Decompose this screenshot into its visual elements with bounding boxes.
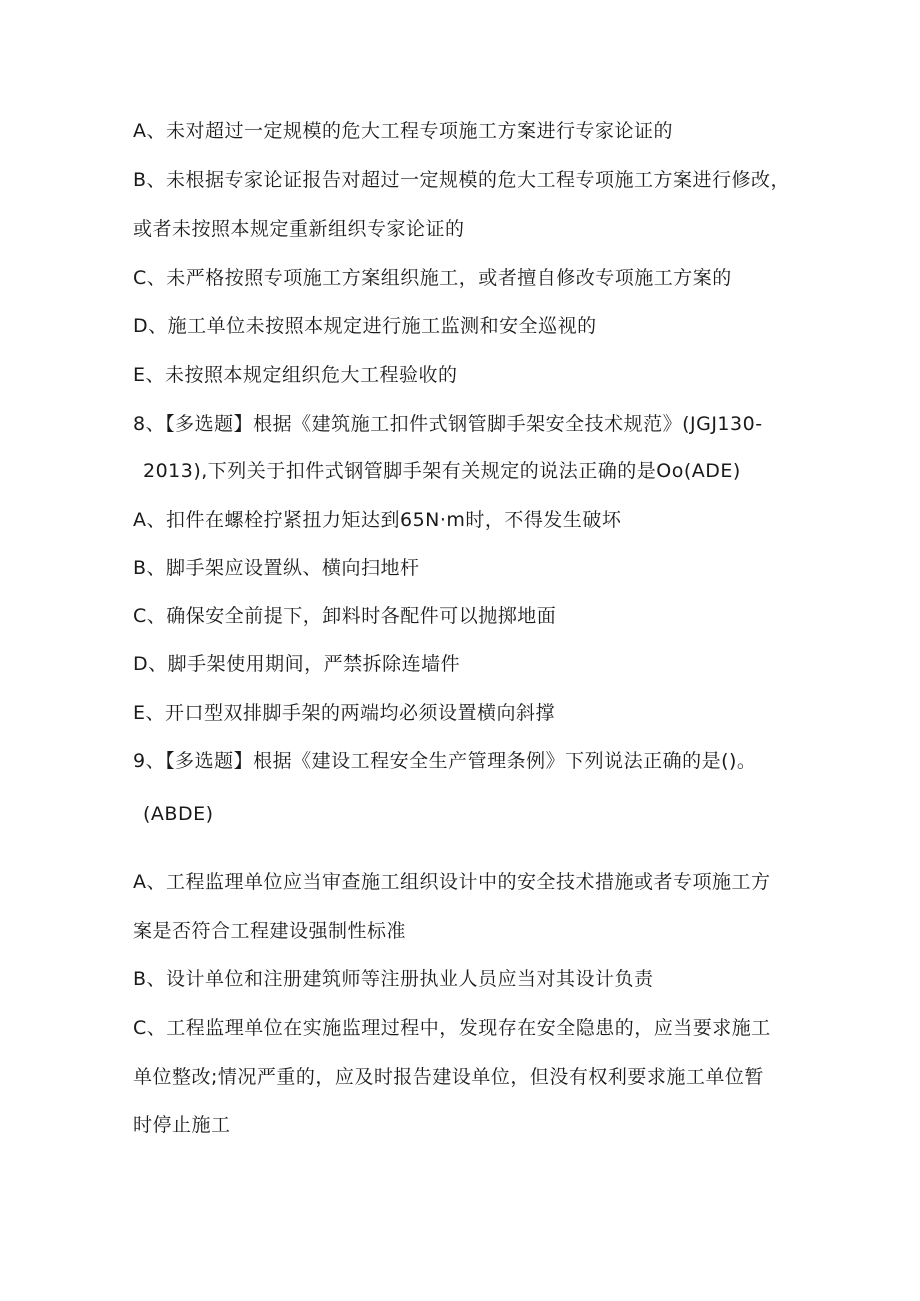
option-d-line: D、施工单位未按照本规定进行施工监测和安全巡视的 (133, 315, 597, 337)
q9-option-a-continuation: 案是否符合工程建设强制性标准 (133, 920, 407, 942)
option-b-continuation: 或者未按照本规定重新组织专家论证的 (133, 218, 465, 240)
q8-option-c: C、确保安全前提下，卸料时各配件可以抛掷地面 (133, 605, 557, 627)
question-8-continuation: 2013),下列关于扣件式钢管脚手架有关规定的说法正确的是Oo(ADE) (143, 460, 741, 482)
q9-option-b: B、设计单位和注册建筑师等注册执业人员应当对其设计负责 (133, 968, 654, 990)
question-8-line: 8、【多选题】根据《建筑施工扣件式钢管脚手架安全技术规范》(JGJ130- (133, 413, 763, 435)
q9-option-a: A、工程监理单位应当审查施工组织设计中的安全技术措施或者专项施工方 (133, 871, 771, 893)
q9-option-c-continuation-2: 时停止施工 (133, 1114, 231, 1136)
q8-option-d: D、脚手架使用期间，严禁拆除连墙件 (133, 653, 461, 675)
option-e-line: E、未按照本规定组织危大工程验收的 (133, 364, 458, 386)
option-c-line: C、未严格按照专项施工方案组织施工，或者擅自修改专项施工方案的 (133, 267, 732, 289)
option-b-line: B、未根据专家论证报告对超过一定规模的危大工程专项施工方案进行修改， (133, 169, 791, 191)
q8-option-b: B、脚手架应设置纵、横向扫地杆 (133, 557, 420, 579)
q8-option-a: A、扣件在螺栓拧紧扭力矩达到65N·m时，不得发生破坏 (133, 509, 622, 531)
question-9-line: 9、【多选题】根据《建设工程安全生产管理条例》下列说法正确的是()。 (133, 750, 757, 772)
q9-option-c: C、工程监理单位在实施监理过程中，发现存在安全隐患的，应当要求施工 (133, 1017, 771, 1039)
question-9-answer: (ABDE) (143, 803, 214, 825)
q9-option-c-continuation: 单位整改;情况严重的，应及时报告建设单位，但没有权利要求施工单位暂 (133, 1066, 764, 1088)
option-a-line: A、未对超过一定规模的危大工程专项施工方案进行专家论证的 (133, 120, 673, 142)
q8-option-e: E、开口型双排脚手架的两端均必须设置横向斜撑 (133, 702, 556, 724)
